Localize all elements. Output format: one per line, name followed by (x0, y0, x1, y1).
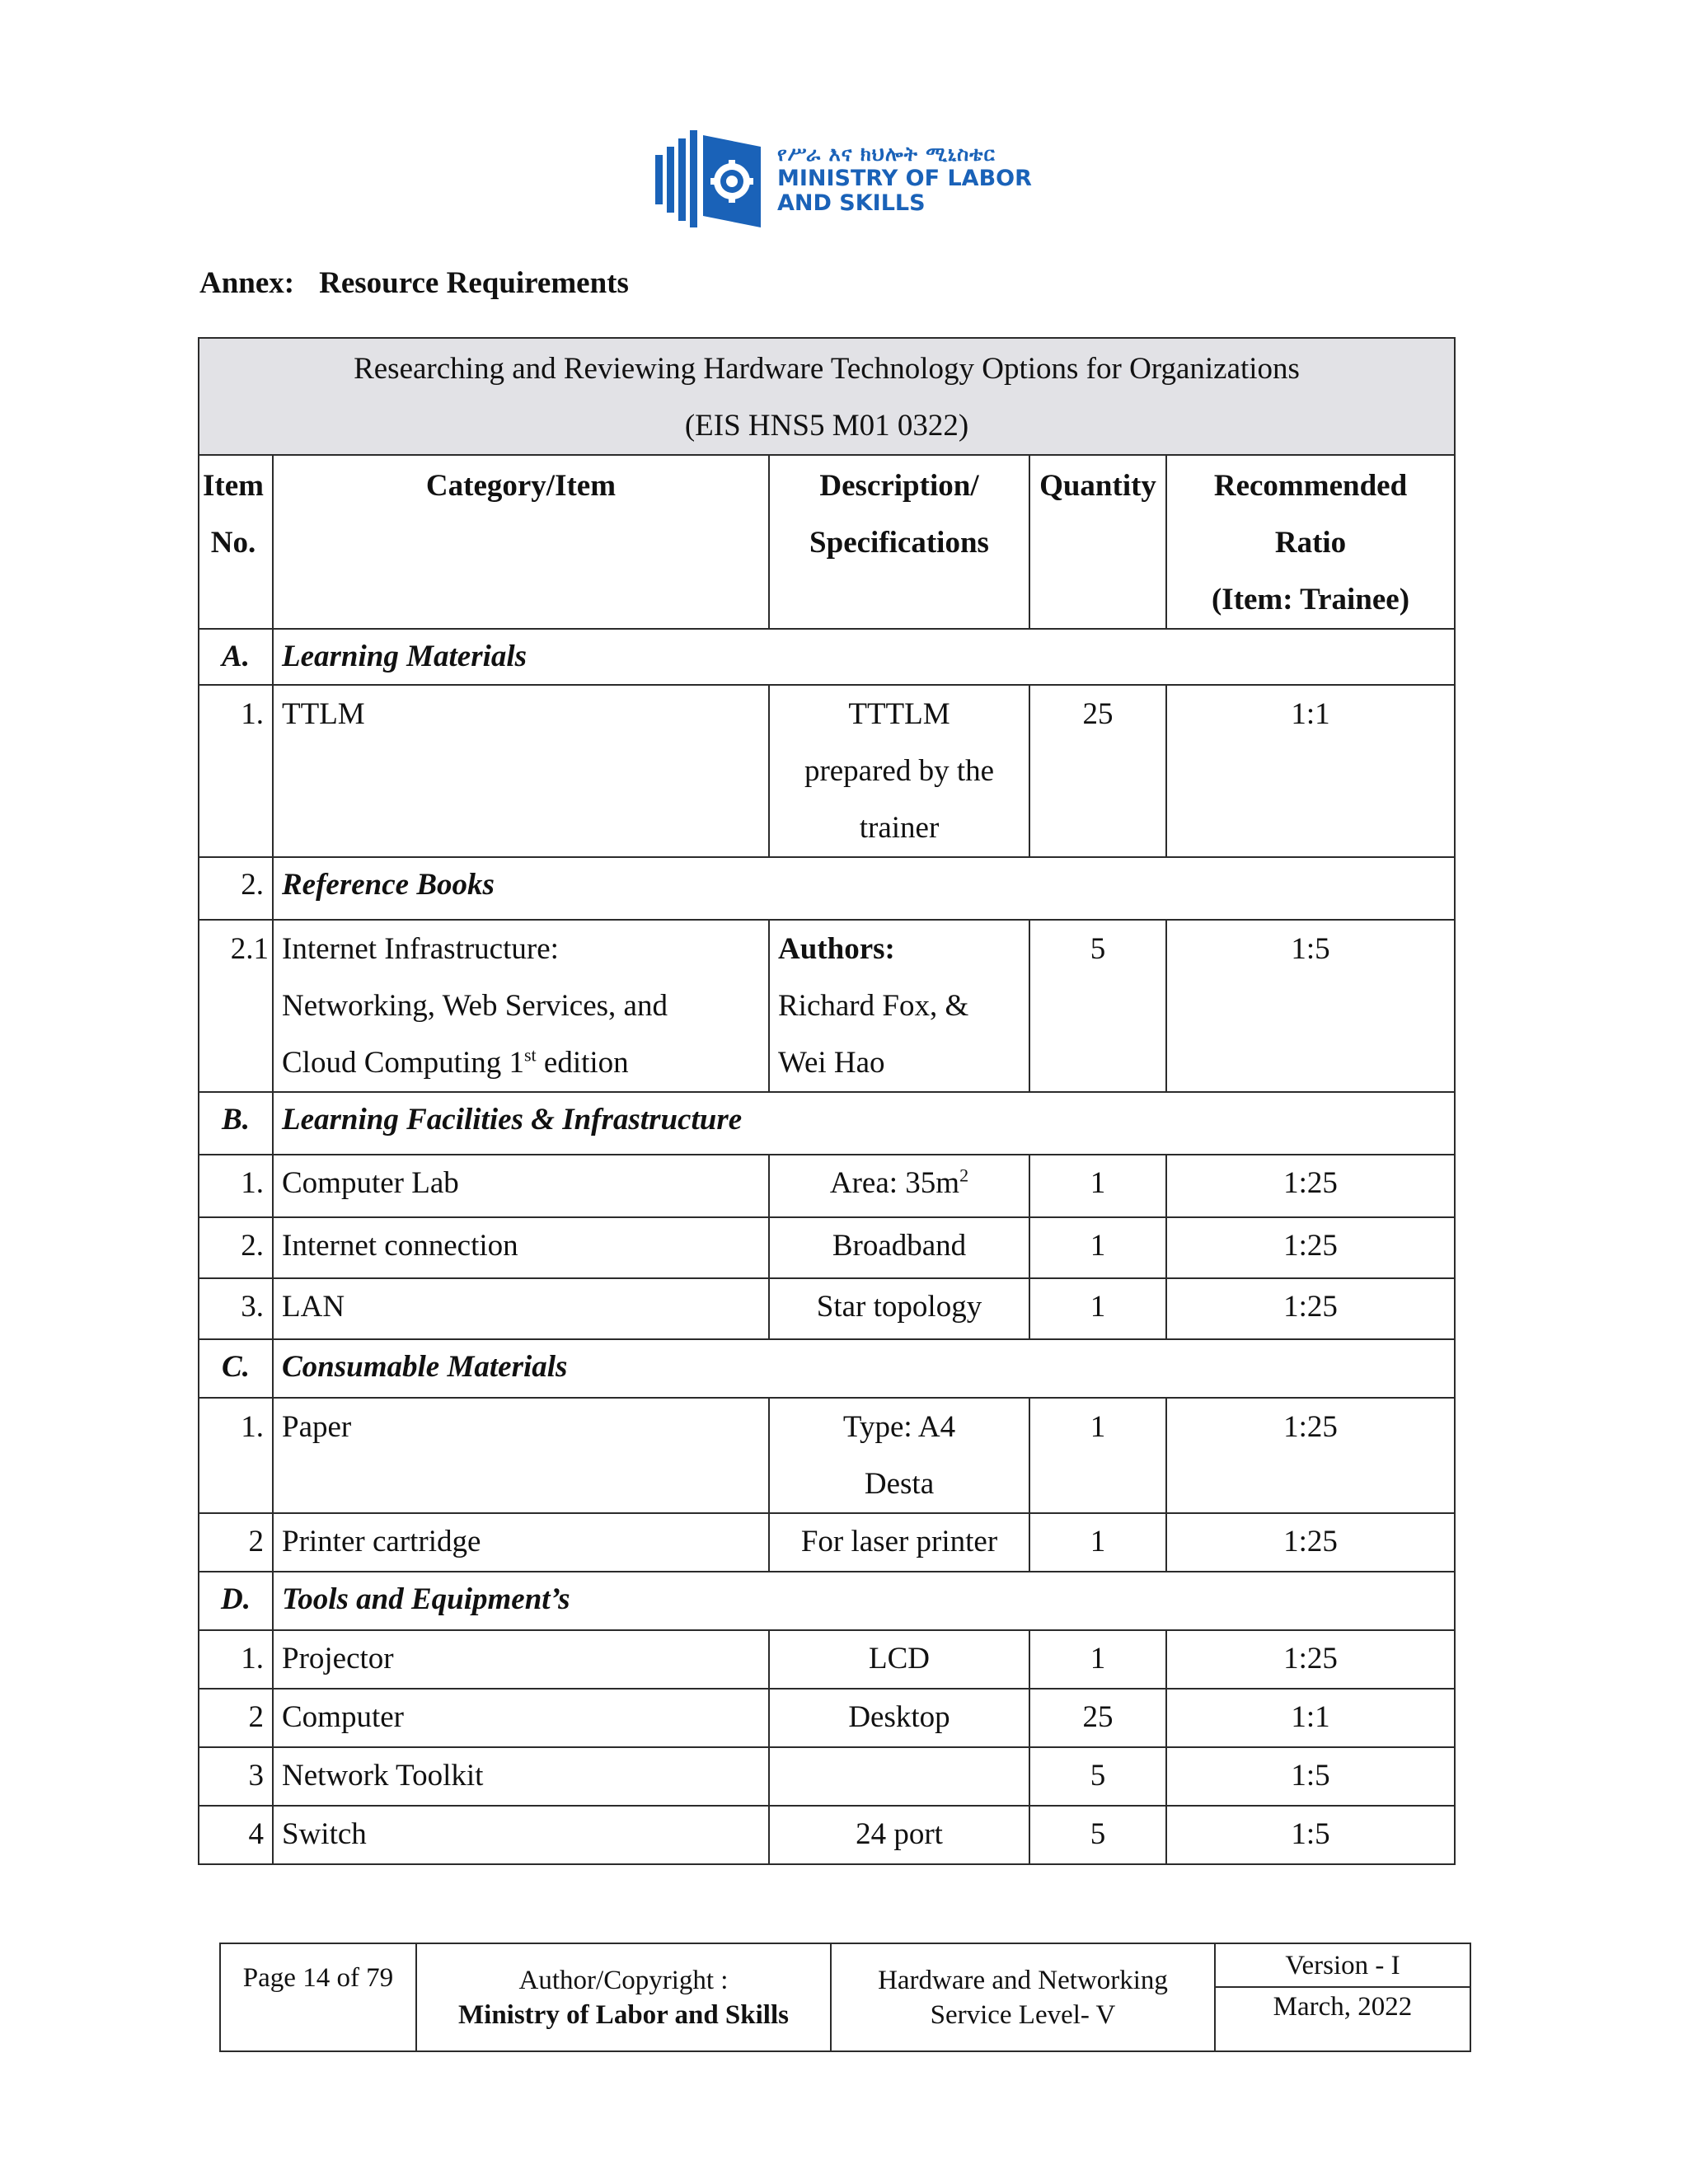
item-ratio: 1:5 (1166, 1747, 1455, 1806)
section-letter: A. (199, 629, 273, 685)
category-text: edition (536, 1046, 629, 1080)
table-row (199, 1513, 1455, 1572)
item-ratio: 1:5 (1166, 1806, 1455, 1864)
description-line: Desta (864, 1467, 935, 1501)
item-ratio: 1:1 (1166, 685, 1455, 857)
item-category: TTLM (273, 685, 769, 857)
table-caption (199, 338, 1455, 455)
item-no: 2 (199, 1689, 273, 1747)
item-ratio: 1:25 (1166, 1217, 1455, 1278)
col-header-item-no (199, 455, 273, 629)
description-line: Type: A4 (842, 1410, 956, 1444)
footer-program-line2: Service Level- V (930, 1999, 1116, 2030)
description-line: TTTLM (848, 697, 950, 731)
item-quantity: 1 (1029, 1217, 1166, 1278)
item-no: 2. (199, 1217, 273, 1278)
table-row (199, 920, 1455, 1092)
item-description: 24 port (769, 1806, 1029, 1864)
logo-line-1: MINISTRY OF LABOR (777, 166, 1032, 191)
col-header-ratio (1166, 455, 1455, 629)
category-line (282, 1034, 760, 1091)
table-row (199, 1806, 1455, 1864)
item-no: 4 (199, 1806, 273, 1864)
section-title: Tools and Equipment’s (273, 1572, 1455, 1630)
item-description (769, 1398, 1029, 1513)
item-no: 1. (199, 685, 273, 857)
item-ratio: 1:25 (1166, 1513, 1455, 1572)
description-line: Wei Hao (778, 1046, 885, 1080)
item-quantity: 1 (1029, 1630, 1166, 1689)
item-ratio: 1:25 (1166, 1630, 1455, 1689)
category-line: Internet Infrastructure: (282, 932, 559, 966)
section-letter: B. (199, 1092, 273, 1155)
footer-page-number: Page 14 of 79 (220, 1943, 416, 2051)
item-ratio: 1:25 (1166, 1155, 1455, 1217)
footer-program-line1: Hardware and Networking (878, 1965, 1168, 1995)
col-header-item-no-line2: No. (210, 526, 256, 560)
description-text: Area: 35m (829, 1166, 960, 1200)
item-category: Paper (273, 1398, 769, 1513)
resource-requirements-table (198, 337, 1456, 1865)
item-no: 1. (199, 1155, 273, 1217)
column-header-row (199, 455, 1455, 629)
item-description (769, 920, 1029, 1092)
table-row (199, 685, 1455, 857)
item-ratio: 1:25 (1166, 1278, 1455, 1339)
item-category: LAN (273, 1278, 769, 1339)
annex-heading (199, 265, 629, 301)
col-header-ratio-line3: (Item: Trainee) (1211, 583, 1410, 616)
item-no: 1. (199, 1398, 273, 1513)
table-row (199, 1217, 1455, 1278)
category-line: Networking, Web Services, and (282, 989, 668, 1023)
caption-line-1: Researching and Reviewing Hardware Technology Options for Organizations (354, 352, 1300, 386)
section-row (199, 1572, 1455, 1630)
item-description: LCD (769, 1630, 1029, 1689)
item-no: 2. (199, 857, 273, 920)
item-ratio: 1:1 (1166, 1689, 1455, 1747)
item-no: 2 (199, 1513, 273, 1572)
item-quantity: 1 (1029, 1513, 1166, 1572)
table-row (199, 1689, 1455, 1747)
item-no: 1. (199, 1630, 273, 1689)
logo-text (777, 142, 1032, 216)
item-ratio: 1:25 (1166, 1398, 1455, 1513)
item-description: For laser printer (769, 1513, 1029, 1572)
table-row (199, 1630, 1455, 1689)
footer-version: Version - I (1215, 1943, 1470, 1987)
item-quantity: 1 (1029, 1398, 1166, 1513)
section-row (199, 629, 1455, 685)
item-category: Switch (273, 1806, 769, 1864)
item-description: Star topology (769, 1278, 1029, 1339)
item-description: Desktop (769, 1689, 1029, 1747)
ministry-logo (655, 130, 1034, 227)
subsection-title: Reference Books (273, 857, 1455, 920)
item-quantity: 5 (1029, 1747, 1166, 1806)
superscript: 2 (959, 1165, 969, 1186)
section-title: Learning Materials (273, 629, 1455, 685)
footer-date: March, 2022 (1215, 1987, 1470, 2051)
item-category: Computer Lab (273, 1155, 769, 1217)
item-quantity: 1 (1029, 1155, 1166, 1217)
section-letter: C. (199, 1339, 273, 1398)
table-caption-row (199, 338, 1455, 455)
description-line: Authors: (778, 932, 895, 966)
col-header-ratio-line1: Recommended (1213, 469, 1408, 503)
table-row (199, 1398, 1455, 1513)
item-quantity: 25 (1029, 1689, 1166, 1747)
item-description (769, 1747, 1029, 1806)
caption-line-2: (EIS HNS5 M01 0322) (684, 409, 969, 443)
superscript: st (523, 1044, 537, 1066)
item-category: Projector (273, 1630, 769, 1689)
item-category: Network Toolkit (273, 1747, 769, 1806)
col-header-description-line1: Description/ (819, 469, 979, 503)
section-row (199, 1339, 1455, 1398)
item-no: 3 (199, 1747, 273, 1806)
ministry-emblem-icon (655, 130, 771, 227)
item-category: Computer (273, 1689, 769, 1747)
table-row (199, 1278, 1455, 1339)
item-description (769, 685, 1029, 857)
item-description: Broadband (769, 1217, 1029, 1278)
item-category: Internet connection (273, 1217, 769, 1278)
item-category (273, 920, 769, 1092)
section-letter: D. (199, 1572, 273, 1630)
item-quantity: 5 (1029, 920, 1166, 1092)
item-no: 2.1 (199, 920, 273, 1092)
col-header-description-line2: Specifications (809, 526, 989, 560)
col-header-ratio-line2: Ratio (1274, 526, 1347, 560)
section-title: Consumable Materials (273, 1339, 1455, 1398)
col-header-quantity: Quantity (1029, 455, 1166, 629)
description-line: prepared by the (804, 754, 995, 788)
annex-title: Resource Requirements (319, 266, 629, 300)
col-header-description (769, 455, 1029, 629)
item-quantity: 25 (1029, 685, 1166, 857)
page-footer (219, 1943, 1471, 2052)
table-row (199, 1747, 1455, 1806)
category-text: Cloud Computing 1 (282, 1046, 524, 1080)
footer-author (416, 1943, 831, 2051)
section-row (199, 1092, 1455, 1155)
subsection-row (199, 857, 1455, 920)
item-category: Printer cartridge (273, 1513, 769, 1572)
footer-author-label: Author/Copyright : (518, 1965, 729, 1995)
item-quantity: 5 (1029, 1806, 1166, 1864)
footer-program (831, 1943, 1215, 2051)
section-title: Learning Facilities & Infrastructure (273, 1092, 1455, 1155)
col-header-item-no-line1: Item (203, 469, 264, 503)
logo-amharic-name: የሥራ እና ክህሎት ሚኒስቴር (777, 143, 996, 166)
logo-line-2: AND SKILLS (777, 190, 926, 216)
item-ratio: 1:5 (1166, 920, 1455, 1092)
item-quantity: 1 (1029, 1278, 1166, 1339)
item-description (769, 1155, 1029, 1217)
annex-label: Annex: (199, 266, 295, 300)
item-no: 3. (199, 1278, 273, 1339)
footer-author-name: Ministry of Labor and Skills (458, 1999, 789, 2030)
description-line: Richard Fox, & (778, 989, 969, 1023)
table-row (199, 1155, 1455, 1217)
description-line: trainer (859, 811, 940, 845)
col-header-category: Category/Item (273, 455, 769, 629)
